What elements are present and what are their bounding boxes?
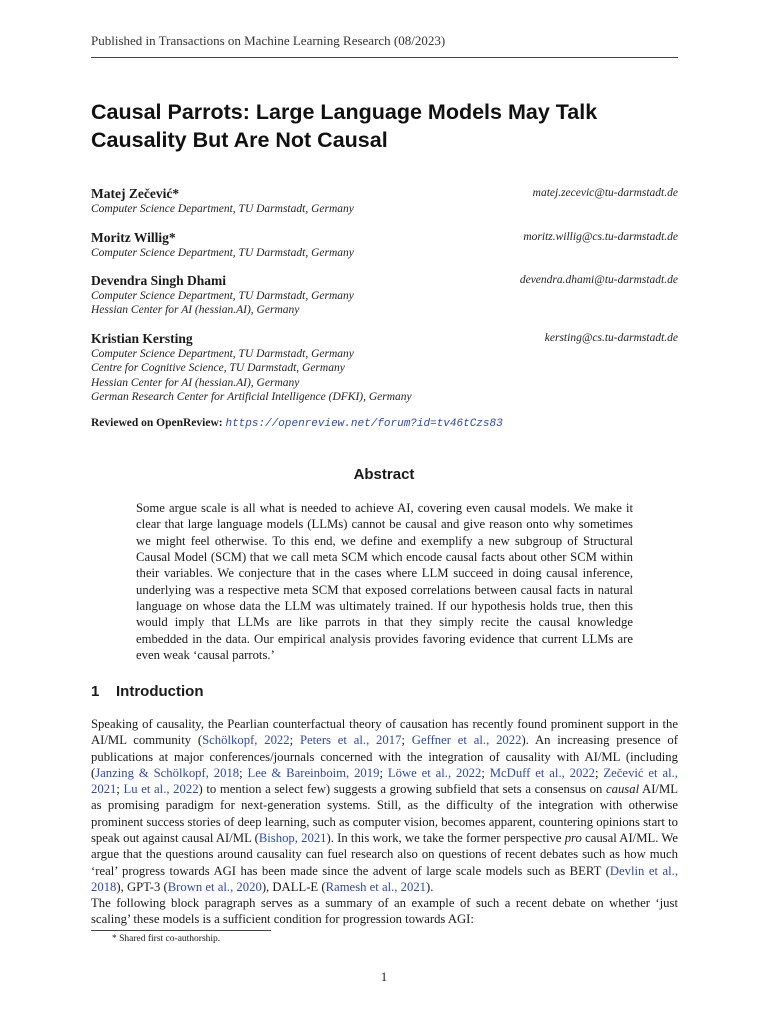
citation-link[interactable]: Devlin et al., 2018	[91, 863, 678, 894]
intro-paragraph-2: The following block paragraph serves as a summary of an example of such a recent debate on whether ‘just scaling’ these models is a sufficient condition for progression towards AGI:	[91, 896, 678, 927]
author-block-3	[91, 273, 678, 318]
openreview-link[interactable]: https://openreview.net/forum?id=tv46tCzs83	[225, 418, 503, 430]
citation-link[interactable]: Löwe et al., 2022	[387, 765, 482, 780]
text-run: ).	[426, 879, 434, 894]
citation-link[interactable]: Lu et al., 2022	[123, 782, 199, 797]
text-run: ;	[239, 765, 248, 780]
text-run: ), GPT-3 (	[116, 879, 168, 894]
citation-link[interactable]: Peters et al., 2017	[299, 733, 402, 748]
author-name: Moritz Willig*	[91, 230, 176, 245]
author-affiliation: Centre for Cognitive Science, TU Darmstadt, Germany	[91, 362, 345, 375]
intro-paragraph-1	[91, 716, 678, 895]
citation-link[interactable]: Brown et al., 2020	[167, 879, 262, 894]
review-label: Reviewed on OpenReview:	[91, 417, 223, 429]
citation-link[interactable]: Ramesh et al., 2021	[325, 879, 427, 894]
author-affiliation: Computer Science Department, TU Darmstadt, Germany	[91, 203, 354, 215]
text-run: causal AI/ML. We argue that the questions around causality can fuel research also on questions of recent debates such as how much ‘real’ progress towards AGI has been made since the advent of large scale models such as BERT (	[91, 831, 678, 878]
author-block-2	[91, 230, 678, 260]
text-run: ;	[595, 765, 604, 780]
text-run: ;	[401, 733, 412, 748]
citation-link[interactable]: McDuff et al., 2022	[489, 765, 596, 780]
text-run: Speaking of causality, the Pearlian counterfactual theory of causation has recently found prominent support in the AI/ML community (	[91, 717, 678, 748]
text-run: ), DALL-E (	[261, 879, 326, 894]
header-rule	[91, 57, 678, 58]
abstract-heading: Abstract	[353, 466, 415, 483]
paper-title: Causal Parrots: Large Language Models May Talk Causality But Are Not Causal	[91, 100, 598, 152]
citation-link[interactable]: Lee & Bareinboim, 2019	[247, 765, 380, 780]
text-run: ;	[481, 765, 490, 780]
review-line	[91, 417, 503, 430]
emphasis: pro	[564, 831, 582, 846]
author-name: Kristian Kersting	[91, 331, 193, 346]
text-run: ;	[379, 765, 388, 780]
citation-link[interactable]: Geffner et al., 2022	[411, 733, 522, 748]
page-number: 1	[380, 970, 388, 984]
author-email[interactable]: matej.zecevic@tu-darmstadt.de	[532, 187, 678, 199]
section-heading-introduction	[91, 683, 203, 700]
author-block-4	[91, 331, 678, 404]
section-number: 1	[91, 683, 100, 700]
text-run: ;	[116, 782, 124, 797]
emphasis: causal	[605, 782, 640, 797]
citation-link[interactable]: Bishop, 2021	[258, 831, 327, 846]
author-name: Matej Zečević*	[91, 186, 180, 201]
citation-link[interactable]: Schölkopf, 2022	[202, 733, 290, 748]
running-head: Published in Transactions on Machine Learning Research (08/2023)	[91, 33, 446, 48]
author-affiliation: Computer Science Department, TU Darmstadt, Germany	[91, 247, 354, 259]
text-run: ). In this work, we take the former perspective	[326, 831, 565, 846]
citation-link[interactable]: Zečević et al., 2021	[91, 765, 678, 797]
author-affiliation: German Research Center for Artificial Intelligence (DFKI), Germany	[91, 390, 412, 403]
text-run: AI/ML as promising paradigm for next-generation systems. Still, as the difficulty of the integration with otherwise prominent success stories of deep learning, such as computer vision, becomes apparent, countering opinions start to speak out against causal AI/ML (	[91, 782, 679, 846]
text-run: ) to mention a select few) suggests a growing subfield that sets a consensus on	[198, 782, 606, 797]
citation-link[interactable]: Janzing & Schölkopf, 2018	[95, 765, 240, 780]
author-email[interactable]: kersting@cs.tu-darmstadt.de	[544, 332, 678, 344]
author-affiliation: Computer Science Department, TU Darmstadt, Germany	[91, 348, 354, 360]
text-run: ). An increasing presence of publications at major conferences/journals concerned with the integration of causality with AI/ML (including (	[91, 733, 678, 780]
author-email[interactable]: devendra.dhami@tu-darmstadt.de	[519, 274, 678, 286]
footnote-rule	[91, 930, 271, 931]
author-affiliation: Hessian Center for AI (hessian.AI), Germany	[91, 376, 300, 389]
footnote: * Shared first co-authorship.	[112, 934, 221, 944]
author-affiliation: Hessian Center for AI (hessian.AI), Germany	[91, 304, 300, 317]
author-email[interactable]: moritz.willig@cs.tu-darmstadt.de	[523, 231, 678, 243]
abstract-text: Some argue scale is all what is needed to achieve AI, covering even causal models. We make it clear that large language models (LLMs) cannot be causal and give reason onto why sometimes we might feel otherwise. To this end, we define and exemplify a new subgroup of Structural Causal Model (SCM) that we call meta SCM which encode causal facts about other SCM within their variables. We conjecture that in the cases where LLM succeed in doing causal inference, underlying was a respective meta SCM that exposed correlations between causal facts in natural language on whose data the LLM was ultimately trained. If our hypothesis holds true, then this would imply that LLMs are like parrots in that they simply recite the causal knowledge embedded in the data. Our empirical analysis provides favoring evidence that current LLMs are even weak ‘causal parrots.’	[136, 501, 633, 663]
text-run: ;	[289, 733, 300, 748]
author-block-1	[91, 186, 678, 216]
author-affiliation: Computer Science Department, TU Darmstadt, Germany	[91, 290, 354, 302]
author-name: Devendra Singh Dhami	[91, 273, 227, 288]
section-title: Introduction	[116, 683, 204, 700]
